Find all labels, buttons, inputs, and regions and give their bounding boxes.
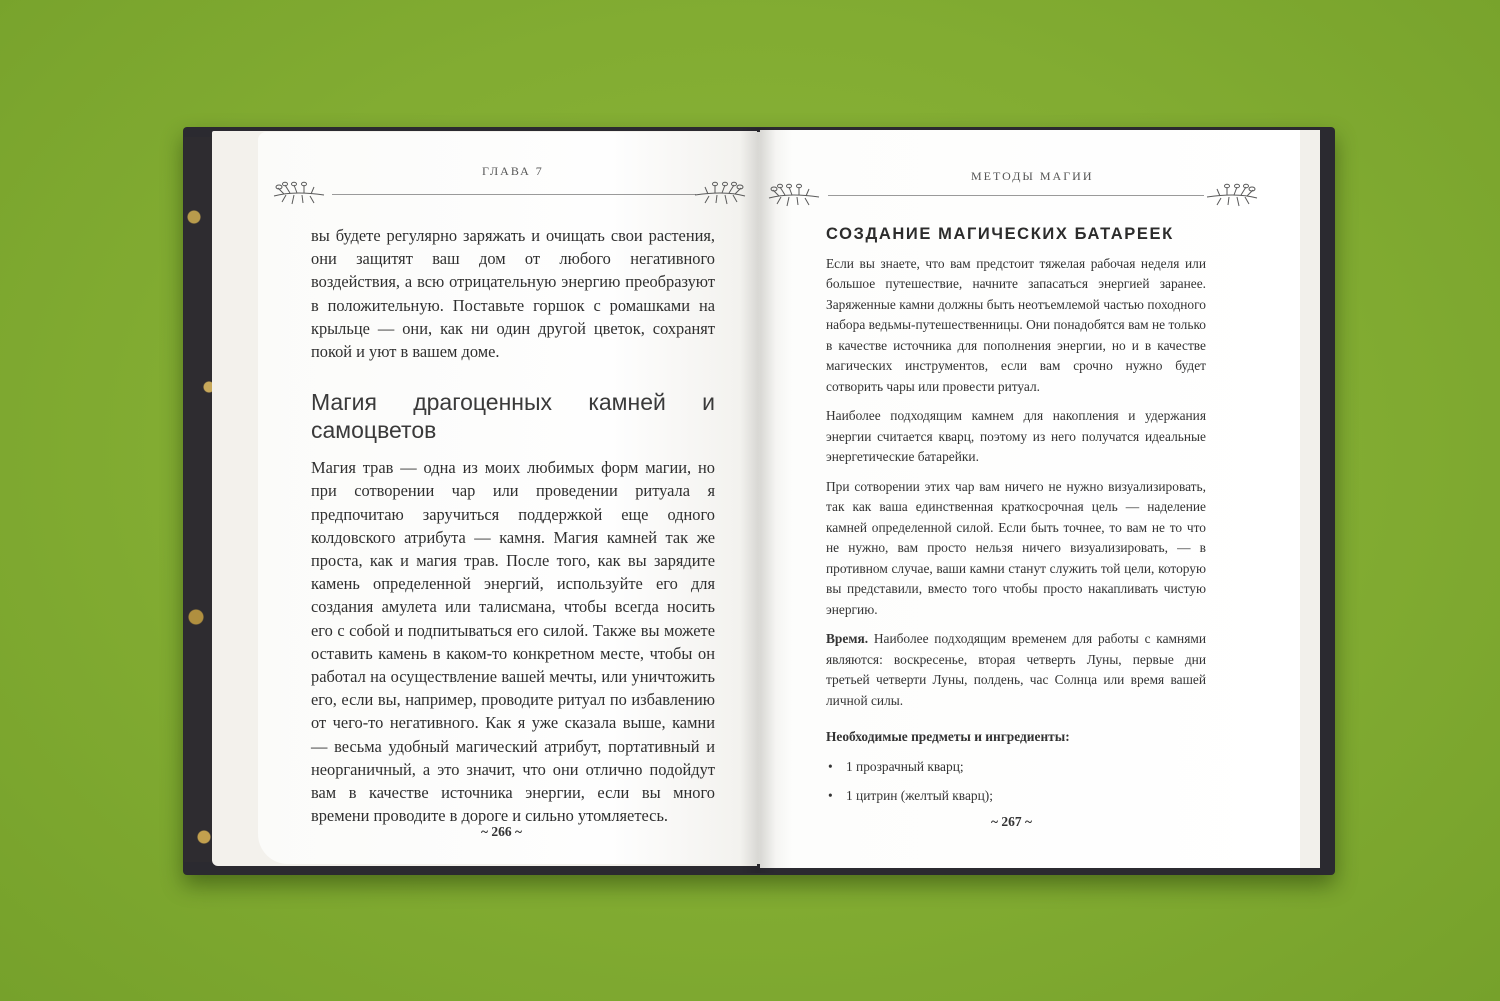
left-page-text (311, 224, 715, 827)
right-section-heading: СОЗДАНИЕ МАГИЧЕСКИХ БАТАРЕЕК (826, 225, 1174, 243)
left-section-heading: Магия драгоценных камней и самоцветов (311, 389, 715, 444)
time-text: Наиболее подходящим временем для работы с камнями являются: воскресенье, вторая четверть Луны, первые дни третьей четверти Луны, полдень, час Солнца или время вашей личной силы. (826, 631, 1206, 708)
left-sprig-ornament-right-icon (693, 174, 749, 214)
right-paragraph-2: Наиболее подходящим камнем для накопления и удержания энергии считается кварц, поэтому из него получатся идеальные энергетические батарейки. (826, 408, 1206, 464)
right-header-rule (828, 195, 1204, 196)
left-paragraph-1: вы будете регулярно заряжать и очищать свои растения, они защитят ваш дом от любого негативного воздействия, а всю отрицательную энергию преобразуют в положительную. Поставьте горшок с ромашками на крыльце — они, как ни один другой цветок, сохранят покой и уют в вашем доме. (311, 226, 715, 362)
list-item: • 1 прозрачный кварц; (826, 757, 1206, 778)
list-item: • 1 цитрин (желтый кварц); (826, 786, 1206, 807)
right-sprig-ornament-right-icon (1205, 176, 1261, 216)
items-list (826, 757, 1206, 807)
right-paragraph-3: При сотворении этих чар вам ничего не нужно визуализировать, так как ваша единственная краткосрочная цель — наделение камней определенной силой. Если быть точнее, то вам не то что не нужно, вам просто нельзя ничего визуализировать, — в противном случае, ваши камни станут служить той цели, которую вы представили, вместо того чтобы просто накапливать чистую энергию. (826, 478, 1206, 617)
right-paragraph-1: Если вы знаете, что вам предстоит тяжелая рабочая неделя или большое путешествие, начните запасаться энергией заранее. Заряженные камни должны быть неотъемлемой частью походного набора ведьмы-путешественницы. Они понадобятся вам не только в качестве источника для пополнения энергии, но и в качестве магических инструментов, если вам срочно нужно будет сотворить чары или провести ритуал. (826, 255, 1206, 394)
left-running-head: ГЛАВА 7 (482, 164, 544, 178)
left-paragraph-2: Магия трав — одна из моих любимых форм магии, но при сотворении чар или проведении ритуала я предпочитаю заручиться поддержкой еще одного колдовского атрибута — камня. Магия камней так же проста, как и магия трав. После того, как вы зарядите камень определенной энергий, используйте его для создания амулета или талисмана, чтобы всегда носить его с собой и подпитываться его силой. Также вы можете оставить камень в каком-то конкретном месте, чтобы он работал на осуществление вашей мечты, или уничтожить его, если вы, например, проводите ритуал по избавлению от чего-то негативного. Как я уже сказала выше, камни — весьма удобный магический атрибут, портативный и неорганичный, а это значит, что они отлично подойдут вам в качестве источника энергии, если вы много времени проводите в дороге и сильно утомляетесь. (311, 458, 715, 826)
right-page-text (826, 224, 1206, 816)
right-page-number: ~ 267 ~ (991, 814, 1033, 829)
right-paragraph-time (826, 629, 1206, 711)
left-sprig-ornament-icon (270, 174, 326, 214)
left-page-number: ~ 266 ~ (481, 824, 523, 839)
right-running-head: МЕТОДЫ МАГИИ (971, 169, 1094, 183)
book-spine-shadow (740, 128, 776, 873)
left-header-rule (332, 194, 696, 195)
right-sprig-ornament-icon (765, 176, 821, 216)
time-label: Время. (826, 631, 869, 646)
items-heading: Необходимые предметы и ингредиенты: (826, 729, 1070, 744)
